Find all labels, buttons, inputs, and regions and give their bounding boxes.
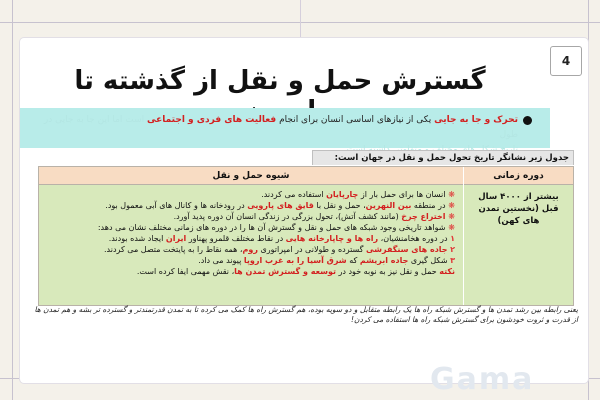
- page-number: 4: [550, 46, 582, 76]
- page-title: گسترش حمل و نقل از گذشته تا: [74, 66, 486, 96]
- bg-line: [300, 0, 301, 38]
- header-method: شیوه حمل و نقل: [39, 167, 463, 185]
- header-era: دوره زمانی: [464, 167, 573, 185]
- list-item: ❋ در منطقه بین النهرین، حمل و نقل با قایق های پارویی در رودخانه ها و کانال های آبی معمول بود.: [105, 201, 455, 210]
- table-caption: جدول زیر نشانگر تاریخ تحول حمل و نقل در جهان است:: [312, 150, 574, 165]
- method-cell: [39, 185, 463, 305]
- bg-line: [588, 0, 589, 400]
- list-item: ۱ در دوره هخامنشیان، راه ها و چاپارخانه هایی در نقاط مختلف قلمرو پهناور ایران ایجاد شده بودند.: [108, 234, 455, 243]
- bullet-icon: [523, 116, 532, 125]
- list-item: ❋ انسان ها برای حمل بار از چارپایان استفاده می کردند.: [261, 190, 455, 199]
- history-table: [38, 166, 574, 306]
- list-item: ۳ شکل گیری جاده ابریشم که شرق آسیا را به غرب اروپا پیوند می داد.: [198, 256, 455, 265]
- watermark-logo: Gama: [430, 362, 535, 397]
- era-text: بیشتر از ۴۰۰۰ سال قبل (نخستین تمدن های کهن): [478, 192, 559, 226]
- list-item: ❋ اختراع چرخ (مانند کشف آتش)، تحول بزرگی در زندگی انسان آن دوره پدید آورد.: [173, 212, 455, 221]
- intro-box: [20, 108, 550, 148]
- intro-text: تحرک و جا به جایی یکی از نیازهای اساسی انسان برای انجام فعالیت های فردی و اجتماعی است اما این جا به جایی در طول: [43, 115, 518, 140]
- list-item: ❋ شواهد تاریخی وجود شبکه های حمل و نقل و گسترش آن ها را در دوره های زمانی مختلف نشان می دهد:: [97, 223, 455, 232]
- era-cell: [464, 185, 573, 305]
- footnote: یعنی رابطه بین رشد تمدن ها و گسترش شبکه راه ها یک رابطه متقابل و دو سویه بوده، هم گسترش راه ها کمک می کرده تا به تمدن قدرتمندتر و گسترده تر بشه و هم تمدن ها از قدرت و ثروت خودشون برای گسترش شبکه راه ها استفاده می کردن!: [34, 305, 578, 324]
- list-item: ۲ جاده های سنگفرشی گسترده و طولانی در امپراتوری روم، همه نقاط را به پایتخت متصل می کردند.: [104, 245, 455, 254]
- method-content: [39, 185, 463, 277]
- bg-line: [12, 0, 13, 400]
- note-item: نکته حمل و نقل نیز به نوبه خود در توسعه و گسترش تمدن ها، نقش مهمی ایفا کرده است.: [136, 267, 455, 276]
